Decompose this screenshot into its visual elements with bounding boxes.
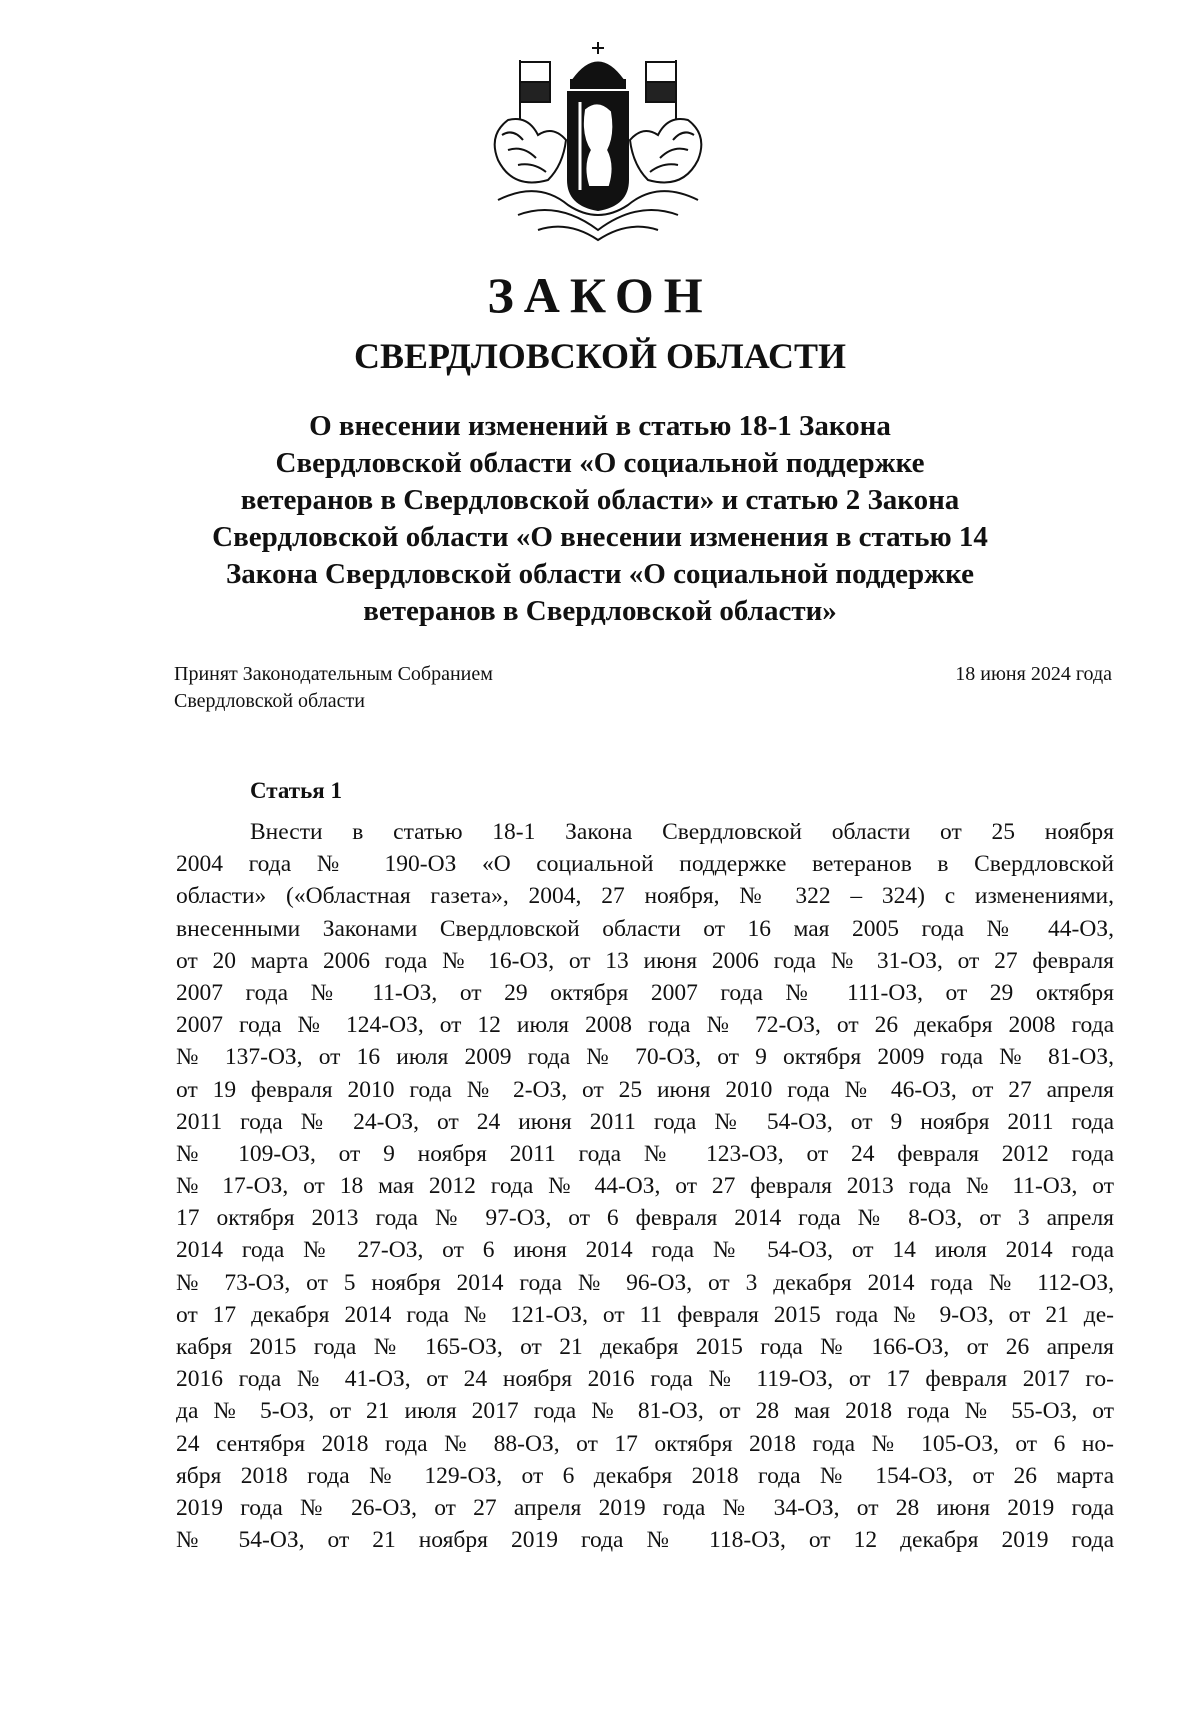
body-line: да № 5-ОЗ, от 21 июля 2017 года № 81-ОЗ, от 28 мая 2018 года № 55-ОЗ, от — [176, 1398, 1114, 1425]
subject-line: ветеранов в Свердловской области» — [363, 595, 837, 627]
adoption-line: Свердловской области — [174, 690, 365, 712]
law-subject — [200, 408, 1000, 630]
coat-of-arms-icon — [468, 40, 728, 245]
body-line: 17 октября 2013 года № 97-ОЗ, от 6 февраля 2014 года № 8-ОЗ, от 3 апреля — [176, 1205, 1114, 1232]
body-line: № 137-ОЗ, от 16 июля 2009 года № 70-ОЗ, от 9 октября 2009 года № 81-ОЗ, — [176, 1044, 1114, 1071]
body-line: 2014 года № 27-ОЗ, от 6 июня 2014 года № 54-ОЗ, от 14 июля 2014 года — [176, 1237, 1114, 1264]
article-body — [176, 816, 1114, 1556]
subject-line: О внесении изменений в статью 18-1 Закона — [309, 410, 891, 442]
body-line: 2004 года № 190-ОЗ «О социальной поддержке ветеранов в Свердловской — [176, 851, 1114, 878]
subject-line: Свердловской области «О внесении изменения в статью 14 — [212, 521, 988, 553]
article-heading: Статья 1 — [250, 778, 342, 803]
adoption-date: 18 июня 2024 года — [955, 663, 1112, 685]
body-line: Внести в статью 18-1 Закона Свердловской области от 25 ноября — [250, 819, 1114, 845]
subject-line: Свердловской области «О социальной поддержке — [275, 447, 925, 479]
law-title: ЗАКОН — [487, 267, 713, 323]
body-line: от 19 февраля 2010 года № 2-ОЗ, от 25 июня 2010 года № 46-ОЗ, от 27 апреля — [176, 1076, 1114, 1103]
body-line: кабря 2015 года № 165-ОЗ, от 21 декабря 2015 года № 166-ОЗ, от 26 апреля — [176, 1334, 1114, 1360]
region-title: СВЕРДЛОВСКОЙ ОБЛАСТИ — [354, 336, 846, 376]
body-line: 2007 года № 11-ОЗ, от 29 октября 2007 года № 111-ОЗ, от 29 октября — [176, 979, 1114, 1006]
body-line: № 54-ОЗ, от 21 ноября 2019 года № 118-ОЗ, от 12 декабря 2019 года — [176, 1527, 1114, 1554]
body-line: внесенными Законами Свердловской области от 16 мая 2005 года № 44-ОЗ, — [176, 915, 1114, 942]
body-line: № 17-ОЗ, от 18 мая 2012 года № 44-ОЗ, от 27 февраля 2013 года № 11-ОЗ, от — [176, 1173, 1114, 1200]
adoption-body — [174, 661, 493, 715]
body-line: от 17 декабря 2014 года № 121-ОЗ, от 11 февраля 2015 года № 9-ОЗ, от 21 де- — [176, 1301, 1114, 1328]
body-line: № 73-ОЗ, от 5 ноября 2014 года № 96-ОЗ, от 3 декабря 2014 года № 112-ОЗ, — [176, 1269, 1114, 1296]
body-line: 2007 года № 124-ОЗ, от 12 июля 2008 года № 72-ОЗ, от 26 декабря 2008 года — [176, 1012, 1114, 1039]
adoption-line: Принят Законодательным Собранием — [174, 663, 493, 685]
body-line: области» («Областная газета», 2004, 27 ноября, № 322 – 324) с изменениями, — [176, 883, 1114, 910]
body-line: 2011 года № 24-ОЗ, от 24 июня 2011 года № 54-ОЗ, от 9 ноября 2011 года — [176, 1108, 1114, 1135]
body-line: ября 2018 года № 129-ОЗ, от 6 декабря 2018 года № 154-ОЗ, от 26 марта — [176, 1462, 1114, 1489]
body-line: 2019 года № 26-ОЗ, от 27 апреля 2019 года № 34-ОЗ, от 28 июня 2019 года — [176, 1494, 1114, 1521]
subject-line: ветеранов в Свердловской области» и статью 2 Закона — [240, 484, 960, 516]
body-line: 24 сентября 2018 года № 88-ОЗ, от 17 октября 2018 года № 105-ОЗ, от 6 но- — [176, 1430, 1114, 1457]
subject-line: Закона Свердловской области «О социальной поддержке — [225, 558, 975, 590]
body-line: № 109-ОЗ, от 9 ноября 2011 года № 123-ОЗ, от 24 февраля 2012 года — [176, 1140, 1114, 1167]
body-line: 2016 года № 41-ОЗ, от 24 ноября 2016 года № 119-ОЗ, от 17 февраля 2017 го- — [176, 1366, 1114, 1393]
body-line: от 20 марта 2006 года № 16-ОЗ, от 13 июня 2006 года № 31-ОЗ, от 27 февраля — [176, 947, 1114, 974]
